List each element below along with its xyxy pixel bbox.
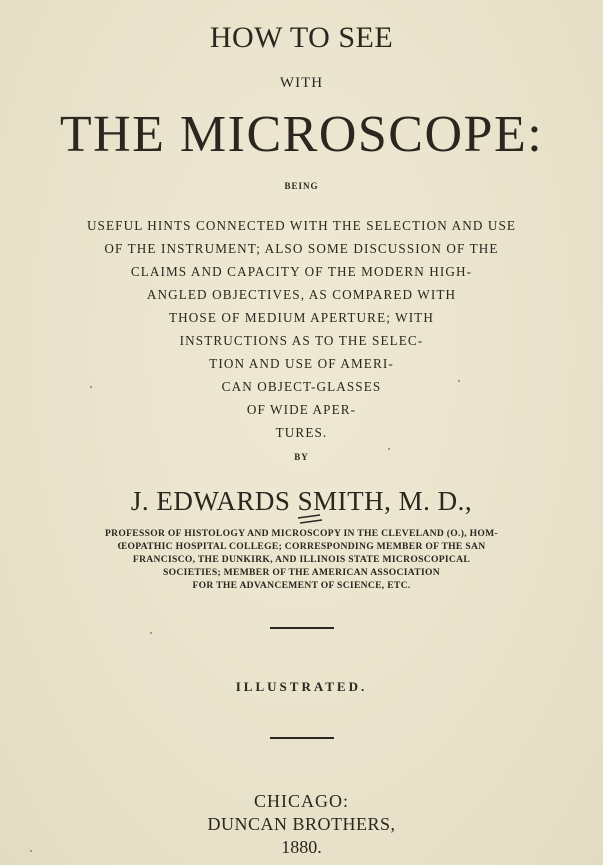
divider-rule	[270, 737, 334, 739]
paper-speck	[90, 386, 92, 388]
by-label: BY	[294, 452, 309, 462]
description-line: INSTRUCTIONS AS TO THE SELEC-	[179, 333, 424, 348]
author-name: J. EDWARDS SMITH, M. D.,	[130, 486, 473, 516]
title-the-microscope: THE MICROSCOPE:	[59, 106, 544, 163]
illustrated-label: ILLUSTRATED.	[235, 679, 368, 694]
description-line: TION AND USE OF AMERI-	[209, 356, 394, 371]
description-line: CLAIMS AND CAPACITY OF THE MODERN HIGH-	[130, 264, 473, 279]
author-credentials-line: ŒOPATHIC HOSPITAL COLLEGE; CORRESPONDING MEMBER OF THE SAN	[117, 541, 486, 552]
description-line: TURES.	[275, 425, 328, 440]
description-line: ANGLED OBJECTIVES, AS COMPARED WITH	[146, 287, 457, 302]
paper-speck	[458, 380, 460, 382]
description-line: USEFUL HINTS CONNECTED WITH THE SELECTION AND USE	[86, 218, 517, 233]
ornament-squiggle	[296, 512, 324, 526]
publication-year: 1880.	[281, 837, 322, 857]
publisher-name: DUNCAN BROTHERS,	[207, 814, 396, 834]
title-with: WITH	[279, 75, 324, 91]
title-how-to-see: HOW TO SEE	[209, 21, 394, 54]
description-line: OF WIDE APER-	[246, 402, 357, 417]
being-label: BEING	[284, 181, 319, 191]
author-credentials-line: FOR THE ADVANCEMENT OF SCIENCE, ETC.	[192, 580, 411, 591]
paper-speck	[388, 448, 390, 450]
description-line: CAN OBJECT-GLASSES	[221, 379, 382, 394]
publisher-city: CHICAGO:	[253, 791, 349, 811]
author-credentials-line: SOCIETIES; MEMBER OF THE AMERICAN ASSOCIATION	[163, 567, 440, 578]
description-line: OF THE INSTRUMENT; ALSO SOME DISCUSSION OF THE	[104, 241, 499, 256]
paper-speck	[150, 632, 152, 634]
divider-rule	[270, 627, 334, 629]
author-credentials-line: FRANCISCO, THE DUNKIRK, AND ILLINOIS STATE MICROSCOPICAL	[132, 554, 471, 565]
description-line: THOSE OF MEDIUM APERTURE; WITH	[169, 310, 434, 325]
author-credentials-line: PROFESSOR OF HISTOLOGY AND MICROSCOPY IN THE CLEVELAND (O.), HOM-	[104, 528, 499, 539]
paper-speck	[30, 850, 32, 852]
